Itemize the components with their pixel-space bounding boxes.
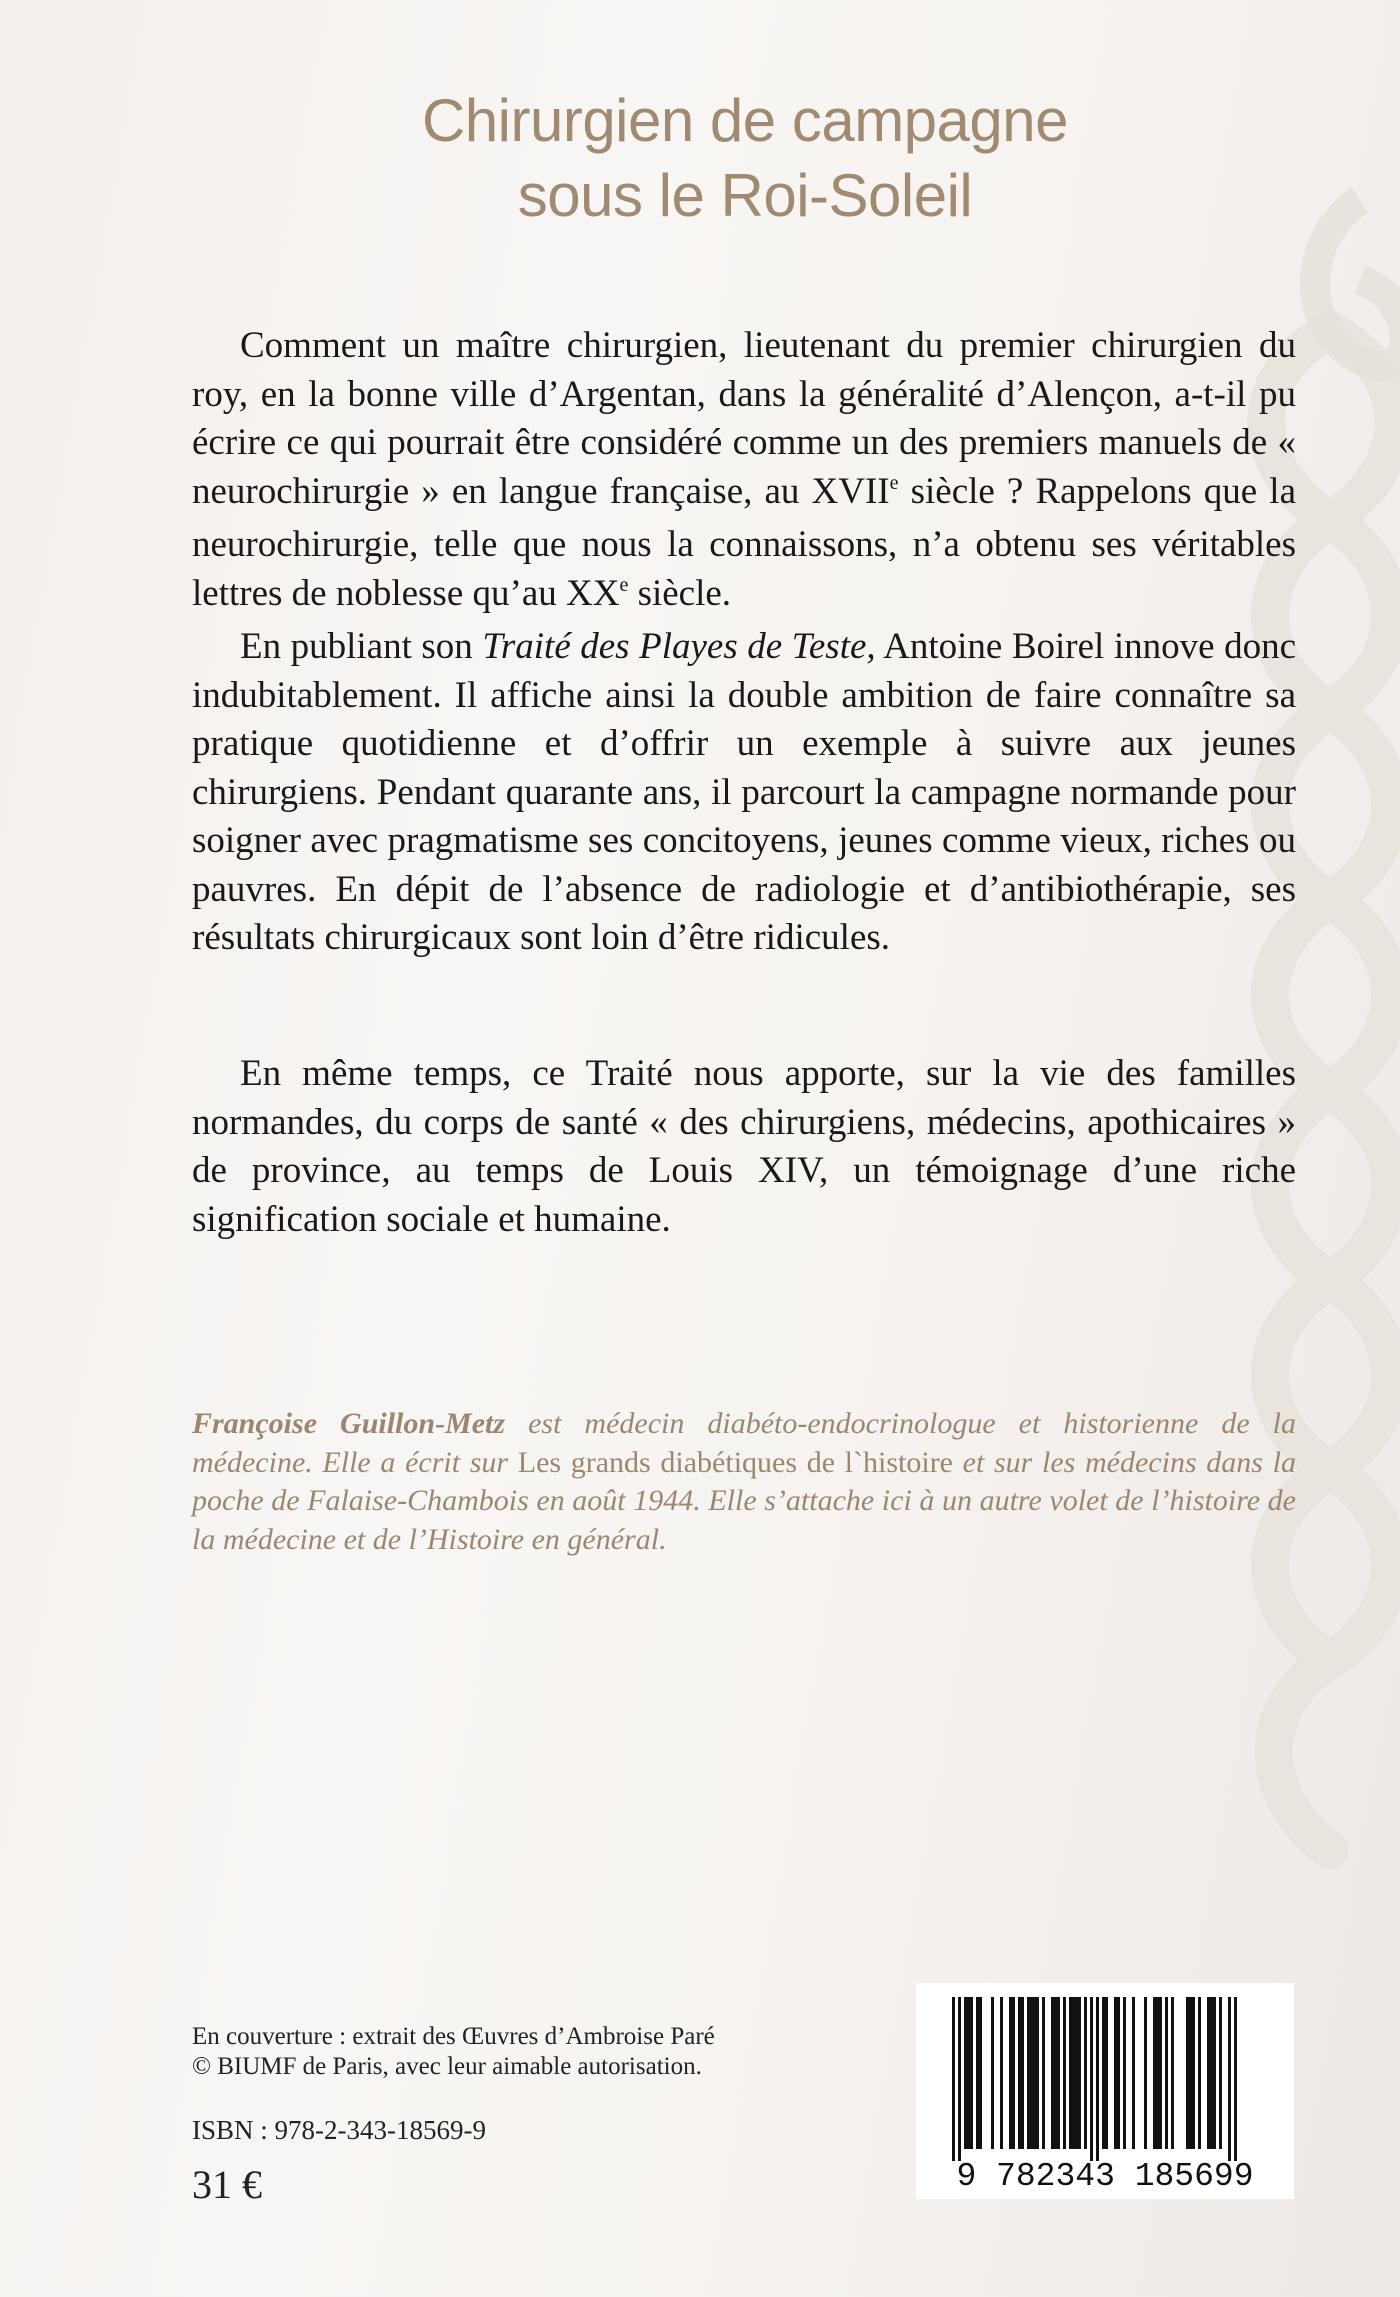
barcode-bar [1132,1997,1135,2149]
bio-book-title: Les grands diabétiques de l`histoire [517,1445,953,1479]
barcode-bar [1000,1997,1003,2149]
barcode-bar [1165,1997,1168,2149]
barcode-bar [1198,1997,1201,2149]
book-title-line-2: sous le Roi-Soleil [517,162,973,229]
bio-text: est médecin diabéto-endocrinologue et historienne de la médecine. Elle a écrit sur [192,1407,1296,1479]
blurb-text: siècle ? Rappelons que la neurochirurgie, telle que nous la connaissons, n’a obtenu ses véritables lettres de noblesse qu’au XX [192,470,1296,614]
author-name: Françoise Guillon-Metz [192,1407,506,1440]
barcode-bar [1054,1997,1057,2149]
barcode-bar [1084,1997,1087,2149]
barcode-bar [1072,1997,1075,2149]
barcode-bar [1042,1997,1045,2149]
book-title-line-1: Chirurgien de campagne [421,87,1069,154]
barcode-bar [1210,1997,1213,2149]
barcode-bar [1192,1997,1195,2149]
barcode-bar [979,1997,982,2149]
blurb-text: En publiant son [240,626,483,667]
barcode-bar [1186,1997,1189,2149]
barcode-bar [1123,1997,1126,2149]
barcode-bar [1012,1997,1015,2149]
barcode-box [916,1983,1294,2199]
barcode-bar [1171,1997,1174,2149]
barcode-bar [1021,1997,1024,2149]
barcode-bar [958,1997,961,2161]
blurb-paragraph-2 [192,623,1296,963]
barcode-bar [1096,1997,1099,2161]
barcode-bar [1018,1997,1021,2149]
barcode-bar [991,1997,994,2149]
barcode-bar [1057,1997,1060,2149]
barcode-bar [1051,1997,1054,2149]
barcode-bar [1009,1997,1012,2149]
credit-line-2: © BIUMF de Paris, avec leur aimable autorisation. [192,2053,702,2080]
barcode-bar [1033,1997,1036,2149]
barcode-bar [970,1997,973,2149]
blurb-paragraph-3: En même temps, ce Traité nous apporte, sur la vie des familles normandes, du corps de santé « des chirurgiens, médecins, apothicaires » de province, au temps de Louis XIV, un témoignage d’une riche signification sociale et humaine. [192,1053,1296,1240]
barcode-bar [1144,1997,1147,2149]
barcode-bar [1036,1997,1039,2149]
blurb-block-1 [192,322,1296,963]
barcode-bar [1159,1997,1162,2149]
barcode-bar [1090,1997,1093,2161]
barcode-bar [967,1997,970,2149]
barcode-bar [1030,1997,1033,2149]
barcode-bar [1114,1997,1117,2149]
barcode-bar [1117,1997,1120,2149]
superscript: e [619,573,629,596]
barcode-bar [1189,1997,1192,2149]
price: 31 € [192,2162,262,2207]
superscript: e [889,471,899,494]
barcode-bar [1234,1997,1237,2161]
blurb-text: siècle. [628,572,732,614]
blurb-paragraph-1 [192,322,1296,623]
barcode-bar [1219,1997,1222,2149]
blurb-block-2 [192,1050,1296,1244]
barcode-bar [1102,1997,1105,2149]
barcode-bar [1027,1997,1030,2149]
barcode-digits: 9 782343 185699 [956,2158,1254,2195]
barcode-bar [1153,1997,1156,2149]
cover-credit [192,2022,715,2082]
bio-text: et sur les médecins dans la poche de Falaise-Chambois en août 1944. Elle s’attache ici à un autre volet de l’histoire de la médecine et de l’Histoire en général. [192,1445,1296,1556]
barcode-bar [1063,1997,1066,2149]
barcode-bar [964,1997,967,2149]
blurb-text: Antoine Boirel innove donc indubitablement. Il affiche ainsi la double ambition de faire connaître sa pratique quotidienne et d’offrir un exemple à suivre aux jeunes chirurgiens. Pendant quarante ans, il parcourt la campagne normande pour soigner avec pragmatisme ses concitoyens, jeunes comme vieux, riches ou pauvres. En dépit de l’absence de radiologie et d’antibiothérapie, ses résultats chirurgicaux sont loin d’être ridicules. [192,626,1296,958]
barcode-bar [952,1997,955,2161]
barcode-bar [1105,1997,1108,2149]
isbn: ISBN : 978-2-343-18569-9 [192,2115,486,2145]
barcode-bar [1156,1997,1159,2149]
author-bio [192,1405,1296,1559]
book-reference: Traité des Playes de Teste, [482,626,876,667]
barcode-bar [1228,1997,1231,2161]
barcode-bar [1078,1997,1081,2149]
barcode-bar [1207,1997,1210,2149]
barcode [916,1983,1294,2199]
blurb-text: Comment un maître chirurgien, lieutenant du premier chirurgien du roy, en la bonne ville d’Argentan, dans la généralité d’Alençon, a-t-il pu écrire ce qui pourrait être considéré comme un des premiers manuels de « neurochirurgie » en langue française, au XVII [192,325,1296,512]
barcode-bar [1213,1997,1216,2149]
barcode-bar [1075,1997,1078,2149]
barcode-bar [976,1997,979,2149]
barcode-bar [1069,1997,1072,2149]
credit-line-1: En couverture : extrait des Œuvres d’Ambroise Paré [192,2023,715,2050]
